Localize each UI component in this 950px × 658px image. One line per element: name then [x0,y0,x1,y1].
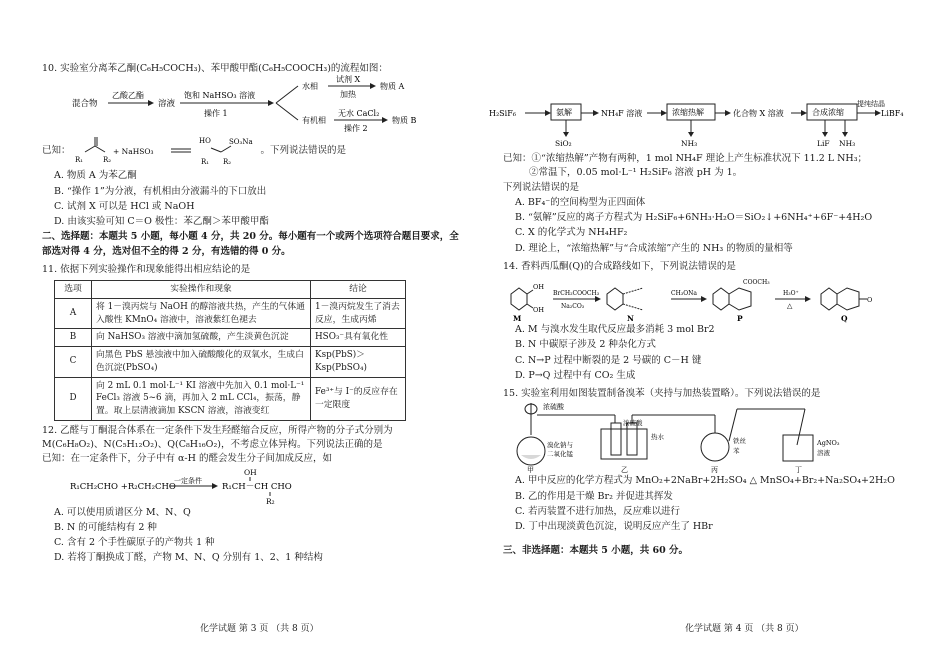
right-footer: 化学试题 第 4 页 （共 8 页） [685,623,804,634]
q12-stem: 12. 乙醛与丁酮混合体系在一定条件下发生羟醛缩合反应，所得产物的分子式分别为 [42,424,393,436]
flow-product-b: 物质 B [392,116,417,126]
flow-nh4f: NH₄F 溶液 [601,109,643,118]
flow-start: 混合物 [72,99,98,110]
q10-option-a: A. 物质 A 为苯乙酮 [54,170,137,182]
q14-option-a: A. M 与溴水发生取代反应最多消耗 3 mol Br2 [515,324,715,335]
row-d-conclusion: Fe³⁺与 I⁻的反应存在一定限度 [311,377,406,420]
reagent2: Na₂CO₃ [561,303,585,310]
known-suffix: 。下列说法错误的是 [260,145,347,157]
flow-heat: 加热 [340,90,356,100]
col-operation: 实验操作和现象 [92,281,311,299]
reagent4: H₃O⁺ [783,290,799,297]
flow-aq: 水相 [302,82,318,92]
table-row [55,298,406,329]
row-b-option: B [55,329,92,347]
table-row [55,377,406,420]
eq-r1: R₁ [74,156,83,165]
eq-ho: HO [198,137,211,146]
q12-option-d: D. 若将丁酮换成丁醛，产物 M、N、Q 分别有 1、2、1 种结构 [54,552,323,564]
label-acid: 浓硫酸 [543,403,564,412]
q14-option-b: B. N 中碳原子涉及 2 种杂化方式 [515,339,656,351]
q15-option-c: C. 若丙装置不进行加热，反应难以进行 [515,505,680,517]
q13-ask: 下列说法错误的是 [503,181,580,193]
known-prefix: 已知： [42,145,71,157]
flow-purify: 提纯结晶 [857,100,885,108]
reaction-left: R₁CH₂CHO +R₂CH₂CHO [70,481,176,492]
svg-text:OH: OH [533,283,544,291]
svg-text:OH: OH [533,306,544,314]
flow-product-a: 物质 A [380,82,405,92]
ring-n [607,288,623,310]
q10-flow-diagram [72,76,432,132]
cooch3: COOCH₃ [743,279,770,286]
table-header-row [55,281,406,299]
q10-option-d: D. 由该实验可知 C＝O 极性：苯乙酮＞苯甲酸甲酯 [54,216,269,227]
q12-option-a: A. 可以使用质谱区分 M、N、Q [54,506,191,518]
row-d-option: D [55,377,92,420]
flow-h2sif6: H₂SiF₆ [489,109,516,118]
box1-label: 氨解 [556,108,572,117]
flow-libf4: LiBF₄ [881,109,904,118]
flow-reagent-x: 试剂 X [336,75,361,85]
q14-stem: 14. 香料西瓜酮(Q)的合成路线如下，下列说法错误的是 [503,260,736,272]
label-hot-water: 热水 [651,433,664,442]
q11-table [54,280,406,421]
flask-jia [517,437,545,465]
q12-option-c: C. 含有 2 个手性碳原子的产物共 1 种 [54,537,215,548]
flow-org: 有机相 [302,116,326,126]
label-agno3-2: 溶液 [817,449,830,458]
svg-text:O: O [867,296,873,304]
q11-stem: 11. 依据下列实验操作和现象能得出相应结论的是 [42,263,251,275]
label-p: P [737,314,743,323]
row-b-operation: 向 NaHSO₃ 溶液中滴加氢硫酸，产生淡黄色沉淀 [92,329,311,347]
heat: △ [787,302,793,310]
flow-arrow2-bottom: 操作 1 [204,109,228,119]
flow-mid: 溶液 [158,99,176,110]
q13-option-d: D. 理论上，“浓缩热解”与“合成浓缩”产生的 NH₃ 的物质的量相等 [515,242,793,254]
q15-option-b: B. 乙的作用是干燥 Br₂ 并促进其挥发 [515,490,673,502]
ring-m [511,288,527,310]
q15-option-d: D. 丁中出现淡黄色沉淀，说明反应产生了 HBr [515,521,713,532]
reaction-right: R₁CH－CH CHO [222,481,292,492]
reagent1: BrCH₂COOCH₃ [553,290,600,297]
q13-known1: 已知：①“浓缩热解”产物有两种，1 mol NH₄F 理论上产生标准状况下 11.2 L NH₃； [503,153,868,164]
label-reagents2: 二氧化锰 [547,450,573,459]
side-nh3-b: NH₃ [839,139,856,148]
label-ding: 丁 [795,466,802,475]
side-lif: LiF [817,139,830,148]
section2-heading: 二、选择题：本题共 5 小题，每小题 4 分，共 20 分。每小题有一个或两个选项符合题目要求，全部选对得 4 分，选对但不全的得 2 分，有选错的得 0 分。 [42,231,459,257]
q14-option-d: D. P→Q 过程中有 CO₂ 生成 [515,369,636,381]
q10-option-c: C. 试剂 X 可以是 HCl 或 NaOH [54,200,195,212]
row-c-operation: 向黑色 PbS 悬浊液中加入硫酸酸化的双氧水，生成白色沉淀(PbSO₄) [92,347,311,378]
ring-q [821,288,837,310]
label-n: N [627,314,634,323]
flow-dry: 无水 CaCl₂ [338,109,380,119]
side-sio2: SiO₂ [555,139,572,148]
row-b-conclusion: HSO₃⁻具有氧化性 [311,329,406,347]
q10-option-b: B. “操作 1”为分液，有机相由分液漏斗的下口放出 [54,185,267,197]
q13-known2: ②常温下，0.05 mol·L⁻¹ H₂SiF₆ 溶液 pH 为 1。 [529,167,743,179]
q13-option-c: C. X 的化学式为 NH₄HF₂ [515,227,628,239]
q10-stem: 10. 实验室分离苯乙酮(C₆H₅COCH₃)、苯甲酸甲酯(C₆H₅COOCH₃)的流程如图： [42,63,388,74]
q12-reaction [70,467,350,505]
reagent3: CH₃ONa [671,290,697,297]
q15-apparatus [515,401,840,475]
row-a-option: A [55,298,92,329]
side-nh3: NH₃ [681,139,698,148]
eq-r2: R₂ [102,156,111,165]
label-yi: 乙 [621,466,628,475]
flow-op2: 操作 2 [344,124,368,134]
q12-formulas: M(C₆H₈O₂)、N(C₅H₁₂O₂)、Q(C₈H₁₆O₂)，不考虑立体异构。下列说法正确的是 [42,439,383,450]
reaction-r2: R₂ [266,496,275,506]
q12-known: 已知：在一定条件下，分子中有 α-H 的醛会发生分子间加成反应，如 [42,453,332,465]
flow-x: 化合物 X 溶液 [733,109,784,118]
q13-option-b: B. “氨解”反应的离子方程式为 H₂SiF₆+6NH₃·H₂O＝SiO₂↓+6NH₄⁺+6F⁻+4H₂O [515,212,873,223]
ring-p [713,288,729,310]
flow-arrow1: 乙酸乙酯 [112,91,144,101]
row-c-conclusion: Ksp(PbS)＞Ksp(PbSO₄) [311,347,406,378]
reaction-oh: OH [244,467,257,477]
label-reagents1: 溴化钠与 [547,441,573,450]
row-a-operation: 将 1－溴丙烷与 NaOH 的醇溶液共热，产生的气体通入酸性 KMnO₄ 溶液中，溶液紫红色褪去 [92,298,311,329]
label-conc-acid: 浓硫酸 [623,419,643,428]
table-row [55,329,406,347]
flask-bing [701,433,729,461]
q13-option-a: A. BF₄⁻的空间构型为正四面体 [515,196,646,208]
reaction-condition: 一定条件 [174,476,202,485]
q13-flow-diagram [489,100,909,148]
box3-label: 合成浓缩 [812,108,844,117]
q12-option-b: B. N 的可能结构有 2 种 [54,521,157,533]
flow-arrow2-top: 饱和 NaHSO₃ 溶液 [184,91,256,101]
row-c-option: C [55,347,92,378]
eq-so3na: SO₃Na [228,138,253,147]
label-q: Q [841,314,848,323]
label-m: M [513,314,522,323]
q10-equation [71,134,261,168]
left-footer: 化学试题 第 3 页 （共 8 页） [200,623,319,634]
label-bing: 丙 [711,466,718,475]
eq-plus: + NaHSO₃ [112,147,154,157]
table-row [55,347,406,378]
q14-synthesis-route [503,274,903,322]
box2-label: 浓缩热解 [672,108,704,117]
col-option: 选项 [55,281,92,299]
section3-heading: 三、非选择题：本题共 5 小题，共 60 分。 [503,545,689,557]
label-benzene: 苯 [733,447,740,456]
eq-r2b: R₂ [222,158,231,167]
row-d-operation: 向 2 mL 0.1 mol·L⁻¹ KI 溶液中先加入 0.1 mol·L⁻¹ FeCl₃ 溶液 5~6 滴，再加入 2 mL CCl₄，振荡，静置。取上层清液滴加 KSCN 溶液，溶液变红 [92,377,311,420]
label-agno3-1: AgNO₃ [817,439,840,448]
row-a-conclusion: 1－溴丙烷发生了消去反应，生成丙烯 [311,298,406,329]
label-jia: 甲 [527,466,534,475]
col-conclusion: 结论 [311,281,406,299]
label-iron: 铁丝 [733,437,746,446]
q10-known [42,134,461,168]
beaker-yi [601,429,647,459]
q15-option-a: A. 甲中反应的化学方程式为 MnO₂+2NaBr+2H₂SO₄ △ MnSO₄+Br₂+Na₂SO₄+2H₂O [515,475,895,487]
q15-stem: 15. 实验室利用如图装置制备溴苯（夹持与加热装置略）。下列说法错误的是 [503,388,821,399]
right-page [475,0,950,658]
eq-r1b: R₁ [200,158,209,167]
q14-option-c: C. N→P 过程中断裂的是 2 号碳的 C－H 键 [515,354,702,366]
